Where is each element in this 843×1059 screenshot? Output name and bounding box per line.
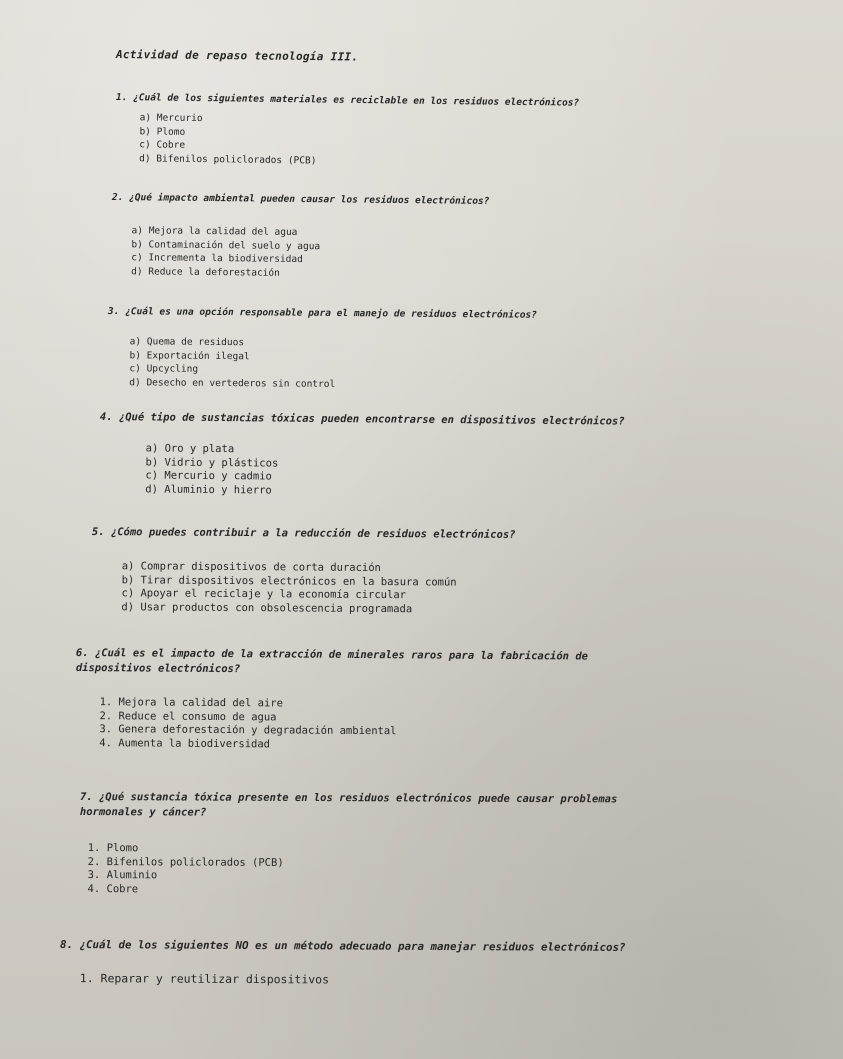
question-7-text-line-2: hormonales y cáncer?	[79, 805, 207, 819]
option-d: d) Usar productos con obsolescencia programada	[121, 600, 413, 615]
option-a: a) Quema de residuos	[129, 336, 245, 349]
option-d: d) Desecho en vertederos sin control	[129, 376, 336, 390]
option-4: 4. Aumenta la biodiversidad	[99, 736, 271, 750]
option-b: b) Vidrio y plásticos	[145, 455, 279, 470]
option-b: b) Tirar dispositivos electrónicos en la basura común	[121, 573, 457, 589]
option-d: d) Aluminio y hierro	[145, 482, 272, 497]
option-1: 1. Reparar y reutilizar dispositivos	[79, 971, 330, 987]
question-4-options	[145, 442, 624, 500]
option-3: 3. Aluminio	[87, 869, 158, 882]
question-7-options	[88, 842, 618, 898]
document-title: Actividad de repaso tecnología III.	[115, 48, 359, 64]
question-1-text: 1. ¿Cuál de los siguientes materiales es reciclable en los residuos electrónicos?	[115, 91, 580, 109]
question-8	[60, 937, 626, 988]
question-2-text: 2. ¿Qué impacto ambiental pueden causar los residuos electrónicos?	[111, 191, 490, 207]
option-b: b) Plomo	[139, 125, 186, 138]
question-4	[99, 410, 624, 501]
option-a: a) Comprar dispositivos de corta duración	[121, 560, 381, 575]
question-7	[80, 790, 618, 898]
option-c: c) Cobre	[139, 139, 186, 151]
option-b: b) Contaminación del suelo y agua	[131, 238, 321, 252]
question-3-options	[129, 335, 536, 393]
option-d: d) Reduce la deforestación	[131, 265, 280, 279]
option-d: d) Bifenilos policlorados (PCB)	[139, 152, 317, 166]
option-1: 1. Mejora la calidad del aire	[99, 696, 283, 710]
option-a: a) Mejora la calidad del agua	[131, 225, 298, 238]
question-5	[91, 525, 515, 617]
option-4: 4. Cobre	[87, 882, 139, 895]
option-a: a) Mercurio	[139, 112, 203, 125]
question-2-options	[131, 224, 489, 282]
option-c: c) Upcycling	[129, 363, 199, 375]
option-1: 1. Plomo	[87, 842, 139, 855]
question-6-text-line-2: dispositivos electrónicos?	[75, 661, 241, 676]
question-1	[115, 90, 579, 171]
question-8-text: 8. ¿Cuál de los siguientes NO es un método adecuado para manejar residuos electrónicos?	[59, 938, 626, 954]
question-6-text-line-1: 6. ¿Cuál es el impacto de la extracción de minerales raros para la fabricación de	[75, 647, 589, 663]
option-c: c) Apoyar el reciclaje y la economía circular	[121, 587, 407, 602]
option-a: a) Oro y plata	[145, 442, 235, 456]
option-2: 2. Bifenilos policlorados (PCB)	[87, 855, 284, 869]
question-3	[107, 304, 537, 393]
option-2: 2. Reduce el consumo de agua	[99, 709, 277, 723]
question-2	[111, 190, 489, 282]
option-b: b) Exportación ilegal	[129, 349, 250, 362]
question-4-text: 4. ¿Qué tipo de sustancias tóxicas pueden encontrarse en dispositivos electrónicos?	[99, 410, 625, 428]
option-c: c) Mercurio y cadmio	[145, 469, 272, 483]
question-1-options	[139, 111, 579, 170]
question-7-text-line-1: 7. ¿Qué sustancia tóxica presente en los residuos electrónicos puede causar problemas	[79, 791, 618, 806]
question-8-options	[80, 972, 626, 988]
question-5-options	[121, 560, 515, 617]
question-6-options	[99, 696, 587, 753]
option-3: 3. Genera deforestación y degradación ambiental	[99, 723, 397, 738]
option-c: c) Incrementa la biodiversidad	[131, 252, 303, 266]
question-5-text: 5. ¿Cómo puedes contribuir a la reducción de residuos electrónicos?	[91, 526, 516, 541]
question-3-text: 3. ¿Cuál es una opción responsable para el manejo de residuos electrónicos?	[107, 305, 537, 321]
question-6	[75, 646, 588, 754]
